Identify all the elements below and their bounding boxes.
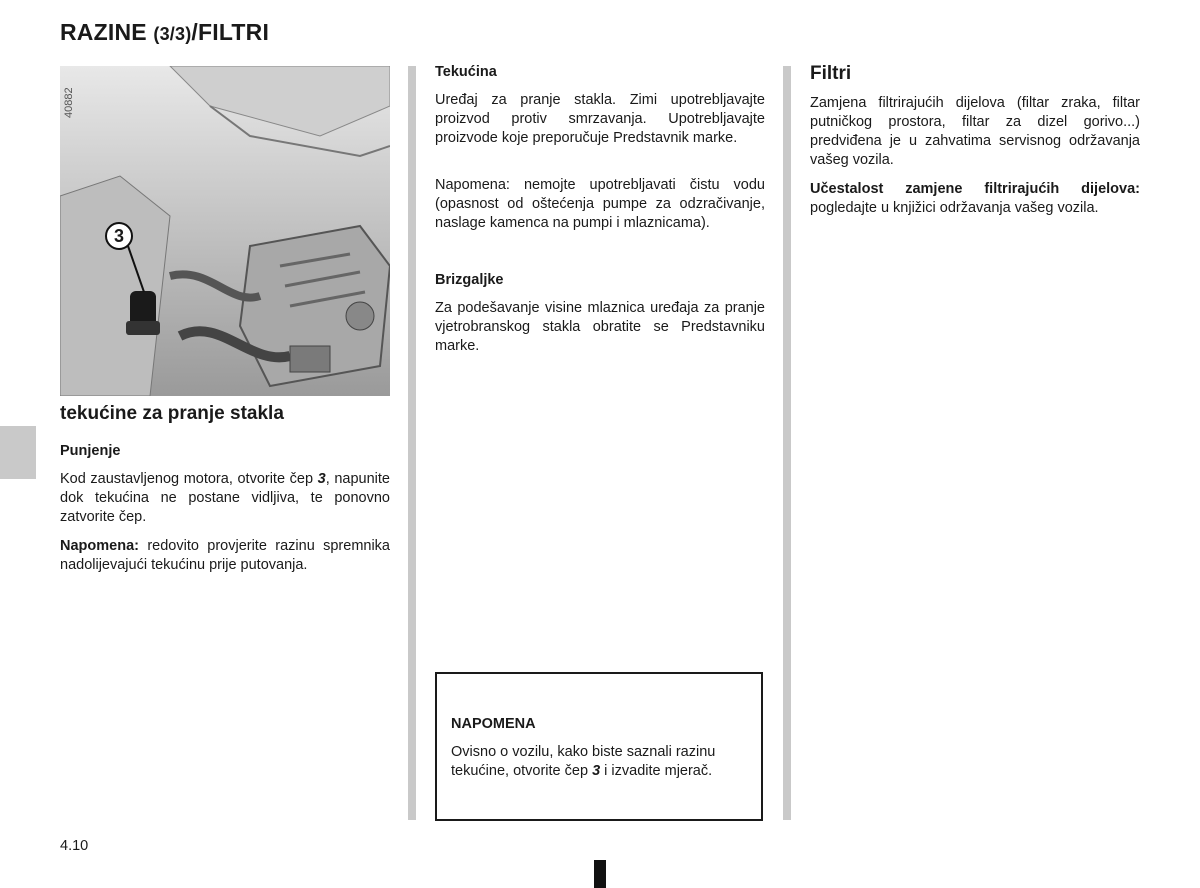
note-text: Ovisno o vozilu, kako biste saznali razinu tekućine, otvorite čep 3 i izvadite mjerač. (451, 744, 716, 779)
column-divider-right (783, 66, 791, 820)
column-divider-left (408, 66, 416, 820)
chapter-tab (0, 426, 36, 479)
fluid-note: Napomena: nemojte upotrebljavati čistu vodu (opasnost od oštećenja pumpe za odzračivanje, naslage kamenca na pumpi i mlaznicama). (435, 177, 765, 231)
page-title: RAZINE (3/3)/FILTRI (60, 19, 270, 45)
section-title-filters: Filtri (810, 63, 852, 84)
filters-interval: Učestalost zamjene filtrirajućih dijelova: pogledajte u knjižici održavanja vašeg vozila. (810, 181, 1140, 216)
figure-id: 40882 (63, 87, 75, 118)
subheading-filling: Punjenje (60, 443, 121, 459)
page-edge-mark (594, 860, 606, 888)
note-heading: NAPOMENA (451, 716, 536, 732)
subheading-fluid: Tekućina (435, 64, 497, 80)
filling-instructions: Kod zaustavljenog motora, otvorite čep 3, napunite dok tekućina ne postane vidljiva, te ponovno zatvorite čep. (60, 471, 390, 525)
nozzles-description: Za podešavanje visine mlaznica uređaja za pranje vjetrobranskog stakla obratite se Predstavniku marke. (435, 300, 765, 354)
page-number: 4.10 (60, 838, 89, 854)
note-box (435, 672, 763, 821)
filters-description: Zamjena filtrirajućih dijelova (filtar zraka, filtar putničkog prostora, filtar za dizel gorivo...) predviđena je u zahvatima servisnog održavanja vašeg vozila. (810, 95, 1140, 168)
fluid-description: Uređaj za pranje stakla. Zimi upotrebljavajte proizvod protiv smrzavanja. Upotrebljavajte proizvode koje preporučuje Predstavnik marke. (435, 92, 765, 146)
callout-marker-3: 3 (105, 222, 133, 250)
subheading-nozzles: Brizgaljke (435, 272, 504, 288)
section-title-washer-fluid: tekućine za pranje stakla (60, 403, 284, 424)
filling-note: Napomena: redovito provjerite razinu spremnika nadolijevajući tekućinu prije putovanja. (60, 538, 390, 573)
